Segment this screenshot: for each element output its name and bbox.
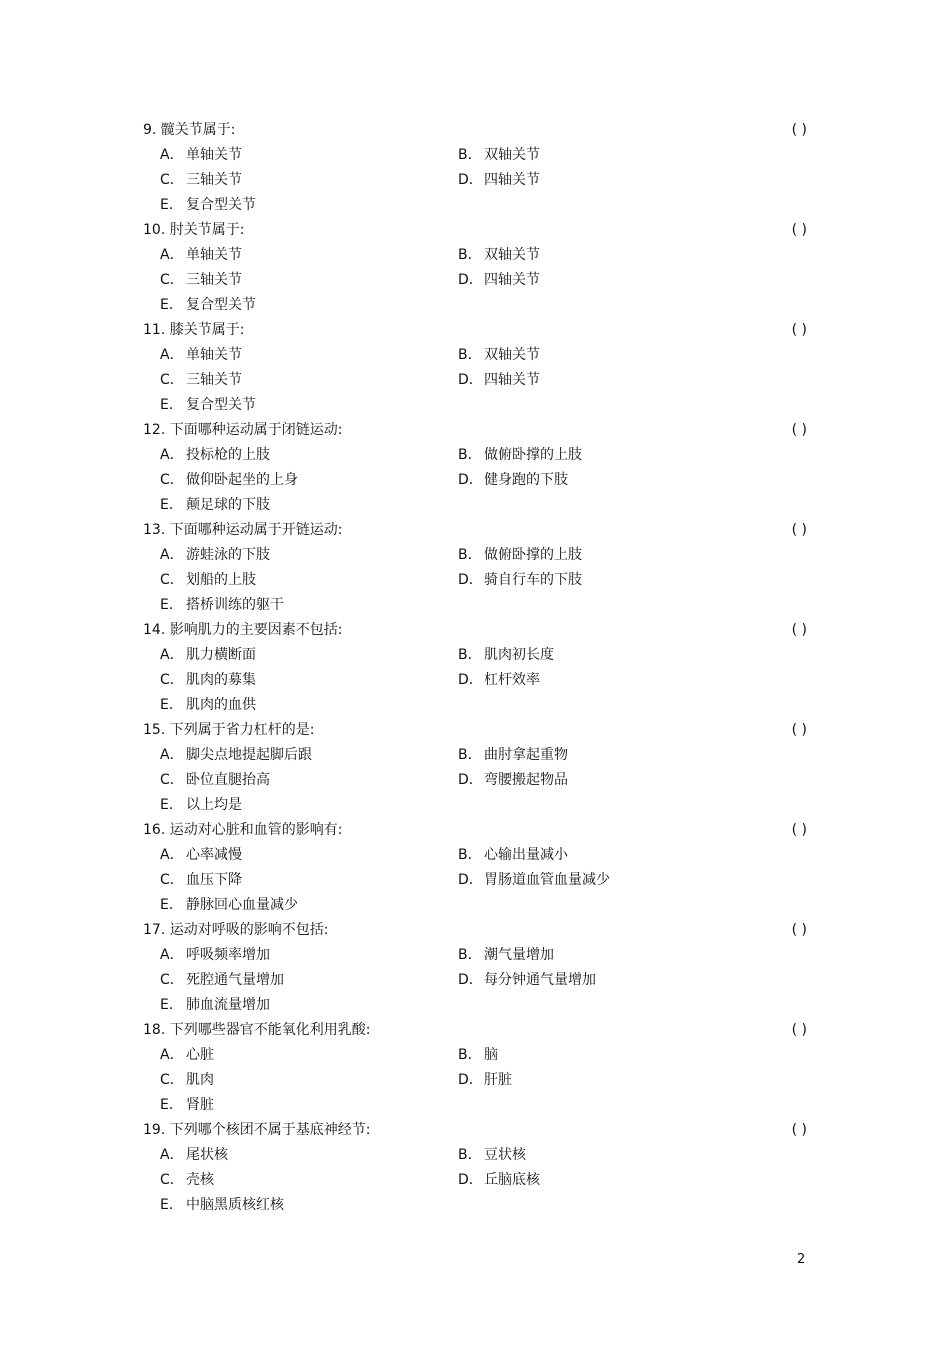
option-text: 搭桥训练的躯干 [186,597,284,613]
option-row [143,193,807,218]
option-text: 单轴关节 [186,147,242,163]
option-text: 弯腰搬起物品 [484,772,568,788]
option-row [143,843,807,868]
option-letter: A． [160,947,184,963]
answer-option [160,1193,284,1218]
answer-option [160,1068,214,1093]
answer-option [458,943,554,968]
question-stem [143,418,807,443]
answer-option [160,693,256,718]
option-letter: A． [160,447,184,463]
question-text: 14. 影响肌力的主要因素不包括: [143,622,343,638]
answer-option [458,643,554,668]
option-letter: B． [458,247,482,263]
option-text: 肌肉的募集 [186,672,256,688]
option-letter: D． [458,1072,483,1088]
question-block [143,818,807,918]
option-text: 四轴关节 [484,172,540,188]
question-block [143,418,807,518]
option-text: 血压下降 [186,872,242,888]
option-letter: E． [160,297,183,313]
answer-option [458,468,568,493]
option-letter: A． [160,1147,184,1163]
question-text: 12. 下面哪种运动属于闭链运动: [143,422,343,438]
option-text: 三轴关节 [186,172,242,188]
question-text: 10. 肘关节属于: [143,222,245,238]
option-letter: D． [458,772,483,788]
answer-option [160,1143,228,1168]
option-letter: A． [160,247,184,263]
option-text: 健身跑的下肢 [484,472,568,488]
answer-option [160,193,256,218]
option-letter: D． [458,372,483,388]
answer-option [160,668,256,693]
answer-option [160,943,270,968]
option-letter: A． [160,847,184,863]
option-letter: E． [160,397,183,413]
question-stem [143,1018,807,1043]
option-row [143,593,807,618]
answer-bracket: ( ) [791,1122,807,1138]
answer-option [160,643,256,668]
answer-option [160,443,270,468]
answer-option [160,893,298,918]
answer-option [160,343,242,368]
option-text: 肌肉 [186,1072,214,1088]
option-letter: D． [458,272,483,288]
question-stem [143,1118,807,1143]
answer-option [160,968,284,993]
answer-bracket: ( ) [791,222,807,238]
option-row [143,1193,807,1218]
option-row [143,568,807,593]
option-letter: E． [160,697,183,713]
option-text: 尾状核 [186,1147,228,1163]
option-text: 丘脑底核 [484,1172,540,1188]
option-letter: B． [458,347,482,363]
option-letter: B． [458,1147,482,1163]
question-block [143,218,807,318]
option-row [143,893,807,918]
option-text: 每分钟通气量增加 [484,972,596,988]
answer-bracket: ( ) [791,922,807,938]
option-text: 肌肉的血供 [186,697,256,713]
option-row [143,343,807,368]
option-letter: E． [160,1197,183,1213]
question-block [143,318,807,418]
page-number: 2 [797,1252,806,1267]
answer-option [458,843,568,868]
option-letter: A． [160,347,184,363]
option-text: 双轴关节 [484,247,540,263]
option-letter: C． [160,172,184,188]
option-text: 四轴关节 [484,272,540,288]
option-row [143,693,807,718]
option-letter: E． [160,997,183,1013]
option-letter: B． [458,1047,482,1063]
option-text: 呼吸频率增加 [186,947,270,963]
question-block [143,518,807,618]
answer-option [160,743,312,768]
answer-option [458,768,568,793]
option-text: 心率减慢 [186,847,242,863]
option-letter: A． [160,1047,184,1063]
answer-option [458,568,582,593]
option-letter: B． [458,547,482,563]
answer-option [160,468,298,493]
answer-option [458,968,596,993]
option-text: 心输出量减小 [484,847,568,863]
option-letter: C． [160,472,184,488]
answer-bracket: ( ) [791,622,807,638]
answer-option [458,668,540,693]
option-text: 投标枪的上肢 [186,447,270,463]
option-text: 杠杆效率 [484,672,540,688]
question-text: 16. 运动对心脏和血管的影响有: [143,822,343,838]
option-text: 复合型关节 [186,397,256,413]
question-text: 11. 膝关节属于: [143,322,245,338]
question-stem [143,318,807,343]
question-stem [143,618,807,643]
answer-option [458,443,582,468]
option-text: 肝脏 [484,1072,512,1088]
option-text: 死腔通气量增加 [186,972,284,988]
option-text: 复合型关节 [186,197,256,213]
option-letter: A． [160,547,184,563]
option-row [143,1093,807,1118]
answer-option [458,143,540,168]
option-letter: B． [458,447,482,463]
answer-option [160,1043,214,1068]
option-text: 肌力横断面 [186,647,256,663]
option-text: 胃肠道血管血量减少 [484,872,610,888]
option-row [143,743,807,768]
option-row [143,168,807,193]
answer-bracket: ( ) [791,722,807,738]
option-row [143,1068,807,1093]
option-text: 肾脏 [186,1097,214,1113]
answer-option [160,393,256,418]
option-text: 静脉回心血量减少 [186,897,298,913]
option-text: 双轴关节 [484,147,540,163]
option-row [143,468,807,493]
option-row [143,868,807,893]
option-row [143,1143,807,1168]
option-text: 做俯卧撑的上肢 [484,547,582,563]
answer-option [458,368,540,393]
option-letter: D． [458,572,483,588]
option-text: 三轴关节 [186,272,242,288]
option-row [143,993,807,1018]
option-text: 单轴关节 [186,347,242,363]
option-text: 游蛙泳的下肢 [186,547,270,563]
option-text: 脑 [484,1047,498,1063]
answer-option [458,243,540,268]
option-text: 骑自行车的下肢 [484,572,582,588]
answer-option [458,868,610,893]
option-row [143,768,807,793]
question-text: 15. 下列属于省力杠杆的是: [143,722,315,738]
answer-option [160,993,270,1018]
answer-option [458,268,540,293]
option-text: 复合型关节 [186,297,256,313]
option-letter: C． [160,872,184,888]
answer-option [458,168,540,193]
option-letter: B． [458,147,482,163]
option-letter: E． [160,897,183,913]
option-row [143,543,807,568]
answer-option [160,568,256,593]
option-letter: A． [160,147,184,163]
option-letter: B． [458,747,482,763]
question-text: 19. 下列哪个核团不属于基底神经节: [143,1122,371,1138]
question-block [143,918,807,1018]
question-stem [143,818,807,843]
option-row [143,1043,807,1068]
answer-option [160,593,284,618]
answer-bracket: ( ) [791,1022,807,1038]
question-block [143,118,807,218]
option-text: 中脑黑质核红核 [186,1197,284,1213]
question-block [143,1118,807,1218]
option-letter: A． [160,647,184,663]
option-text: 潮气量增加 [484,947,554,963]
answer-bracket: ( ) [791,122,807,138]
option-row [143,793,807,818]
option-letter: C． [160,372,184,388]
answer-bracket: ( ) [791,322,807,338]
option-text: 肌肉初长度 [484,647,554,663]
question-text: 13. 下面哪种运动属于开链运动: [143,522,343,538]
option-letter: D． [458,872,483,888]
option-text: 三轴关节 [186,372,242,388]
option-letter: D． [458,1172,483,1188]
option-letter: E． [160,597,183,613]
option-row [143,968,807,993]
question-stem [143,118,807,143]
answer-option [458,1043,498,1068]
option-letter: D． [458,472,483,488]
option-row [143,243,807,268]
option-text: 曲肘拿起重物 [484,747,568,763]
option-text: 脚尖点地提起脚后跟 [186,747,312,763]
answer-option [458,1143,526,1168]
option-letter: E． [160,497,183,513]
option-row [143,443,807,468]
answer-option [458,543,582,568]
option-row [143,943,807,968]
answer-option [160,768,270,793]
option-row [143,643,807,668]
option-letter: E． [160,797,183,813]
option-row [143,493,807,518]
option-row [143,368,807,393]
option-letter: B． [458,847,482,863]
question-block [143,718,807,818]
answer-option [160,168,242,193]
option-text: 心脏 [186,1047,214,1063]
option-letter: C． [160,1172,184,1188]
option-row [143,668,807,693]
question-stem [143,918,807,943]
answer-option [160,368,242,393]
option-row [143,1168,807,1193]
answer-bracket: ( ) [791,422,807,438]
option-text: 双轴关节 [484,347,540,363]
option-text: 肺血流量增加 [186,997,270,1013]
option-letter: C． [160,572,184,588]
answer-option [458,1168,540,1193]
option-text: 颠足球的下肢 [186,497,270,513]
answer-option [160,493,270,518]
option-text: 划船的上肢 [186,572,256,588]
option-letter: C． [160,972,184,988]
option-letter: E． [160,197,183,213]
question-stem [143,518,807,543]
option-text: 单轴关节 [186,247,242,263]
answer-option [458,343,540,368]
question-list [143,118,807,1218]
answer-option [160,143,242,168]
answer-option [160,1093,214,1118]
option-letter: A． [160,747,184,763]
option-letter: C． [160,272,184,288]
option-letter: C． [160,1072,184,1088]
option-letter: D． [458,972,483,988]
option-letter: D． [458,172,483,188]
option-row [143,143,807,168]
option-text: 四轴关节 [484,372,540,388]
option-letter: B． [458,947,482,963]
answer-option [160,1168,214,1193]
option-text: 做仰卧起坐的上身 [186,472,298,488]
answer-option [160,793,242,818]
option-text: 豆状核 [484,1147,526,1163]
answer-bracket: ( ) [791,522,807,538]
answer-option [160,868,242,893]
option-letter: C． [160,772,184,788]
option-letter: D． [458,672,483,688]
option-text: 卧位直腿抬高 [186,772,270,788]
answer-option [160,243,242,268]
answer-option [160,843,242,868]
option-row [143,268,807,293]
option-letter: B． [458,647,482,663]
question-block [143,1018,807,1118]
question-text: 17. 运动对呼吸的影响不包括: [143,922,329,938]
option-letter: E． [160,1097,183,1113]
question-block [143,618,807,718]
answer-option [160,543,270,568]
answer-bracket: ( ) [791,822,807,838]
option-text: 以上均是 [186,797,242,813]
question-text: 18. 下列哪些器官不能氧化利用乳酸: [143,1022,371,1038]
option-row [143,393,807,418]
answer-option [458,1068,512,1093]
answer-option [458,743,568,768]
question-text: 9. 髋关节属于: [143,122,236,138]
answer-option [160,268,242,293]
answer-option [160,293,256,318]
option-text: 做俯卧撑的上肢 [484,447,582,463]
option-row [143,293,807,318]
option-text: 壳核 [186,1172,214,1188]
question-stem [143,218,807,243]
option-letter: C． [160,672,184,688]
question-stem [143,718,807,743]
